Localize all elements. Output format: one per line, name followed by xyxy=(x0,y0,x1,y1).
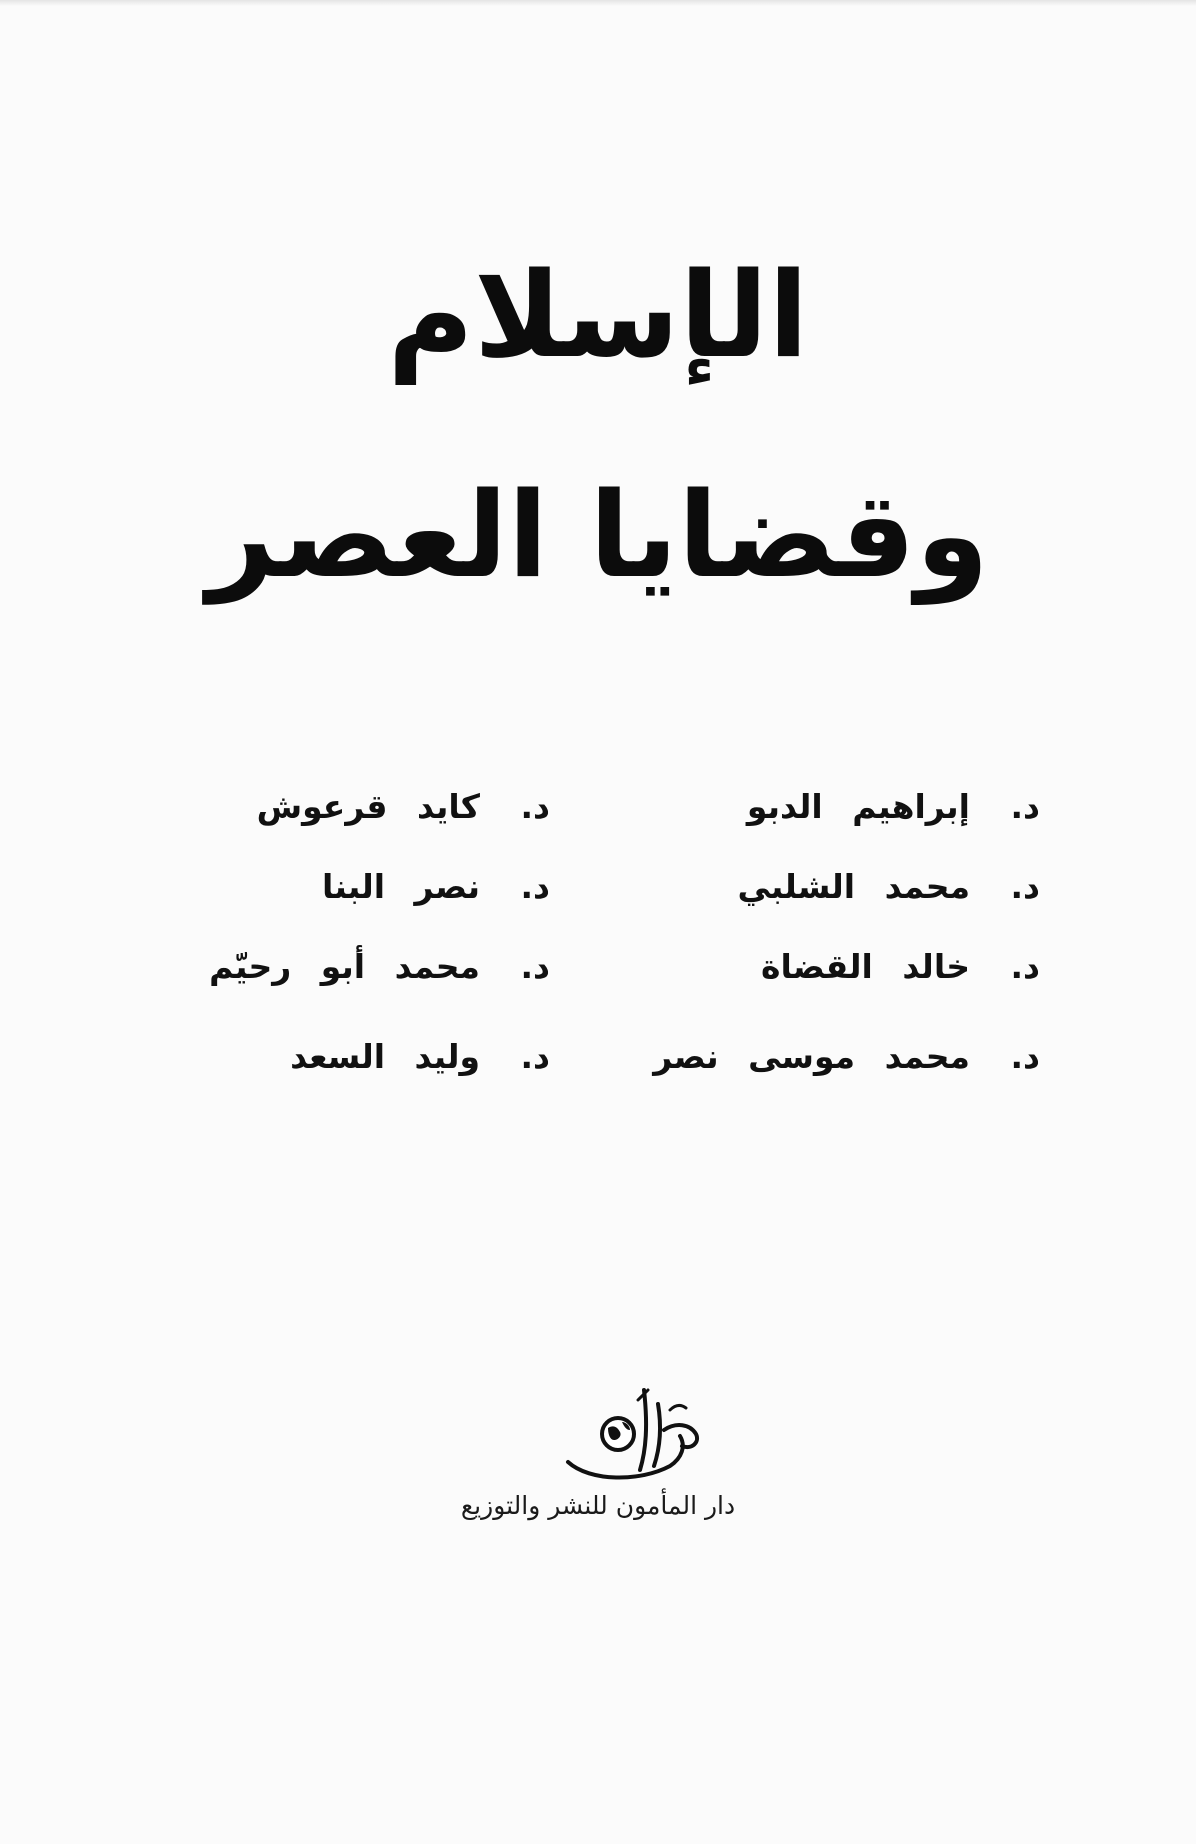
author-left-1 xyxy=(150,782,550,832)
author-prefix: د. xyxy=(1010,867,1040,906)
author-name: محمد أبو رحيّم xyxy=(209,947,480,986)
author-prefix: د. xyxy=(1010,787,1040,826)
scan-edge xyxy=(0,0,1196,6)
author-name: محمد موسى نصر xyxy=(653,1037,970,1076)
author-prefix: د. xyxy=(520,787,550,826)
title-line-1: الإسلام xyxy=(387,246,809,384)
title-line-2: وقضايا العصر xyxy=(207,466,989,604)
author-name: محمد الشلبي xyxy=(737,867,970,906)
author-right-1 xyxy=(640,782,1040,832)
al-mamoun-logo-icon xyxy=(520,1370,720,1500)
author-prefix: د. xyxy=(1010,947,1040,986)
author-left-4 xyxy=(150,1032,550,1082)
author-left-2 xyxy=(150,862,550,912)
author-left-3 xyxy=(150,942,550,992)
author-prefix: د. xyxy=(520,1037,550,1076)
author-name: خالد القضاة xyxy=(761,947,970,986)
publisher-name: دار المأمون للنشر والتوزيع xyxy=(460,1491,736,1520)
author-name: نصر البنا xyxy=(322,867,480,906)
author-right-3 xyxy=(640,942,1040,992)
author-right-2 xyxy=(640,862,1040,912)
author-prefix: د. xyxy=(1010,1037,1040,1076)
author-name: كايد قرعوش xyxy=(256,787,480,826)
author-name: إبراهيم الدبو xyxy=(746,787,970,826)
author-prefix: د. xyxy=(520,947,550,986)
author-name: وليد السعد xyxy=(290,1037,480,1076)
author-right-4 xyxy=(640,1032,1040,1082)
author-prefix: د. xyxy=(520,867,550,906)
